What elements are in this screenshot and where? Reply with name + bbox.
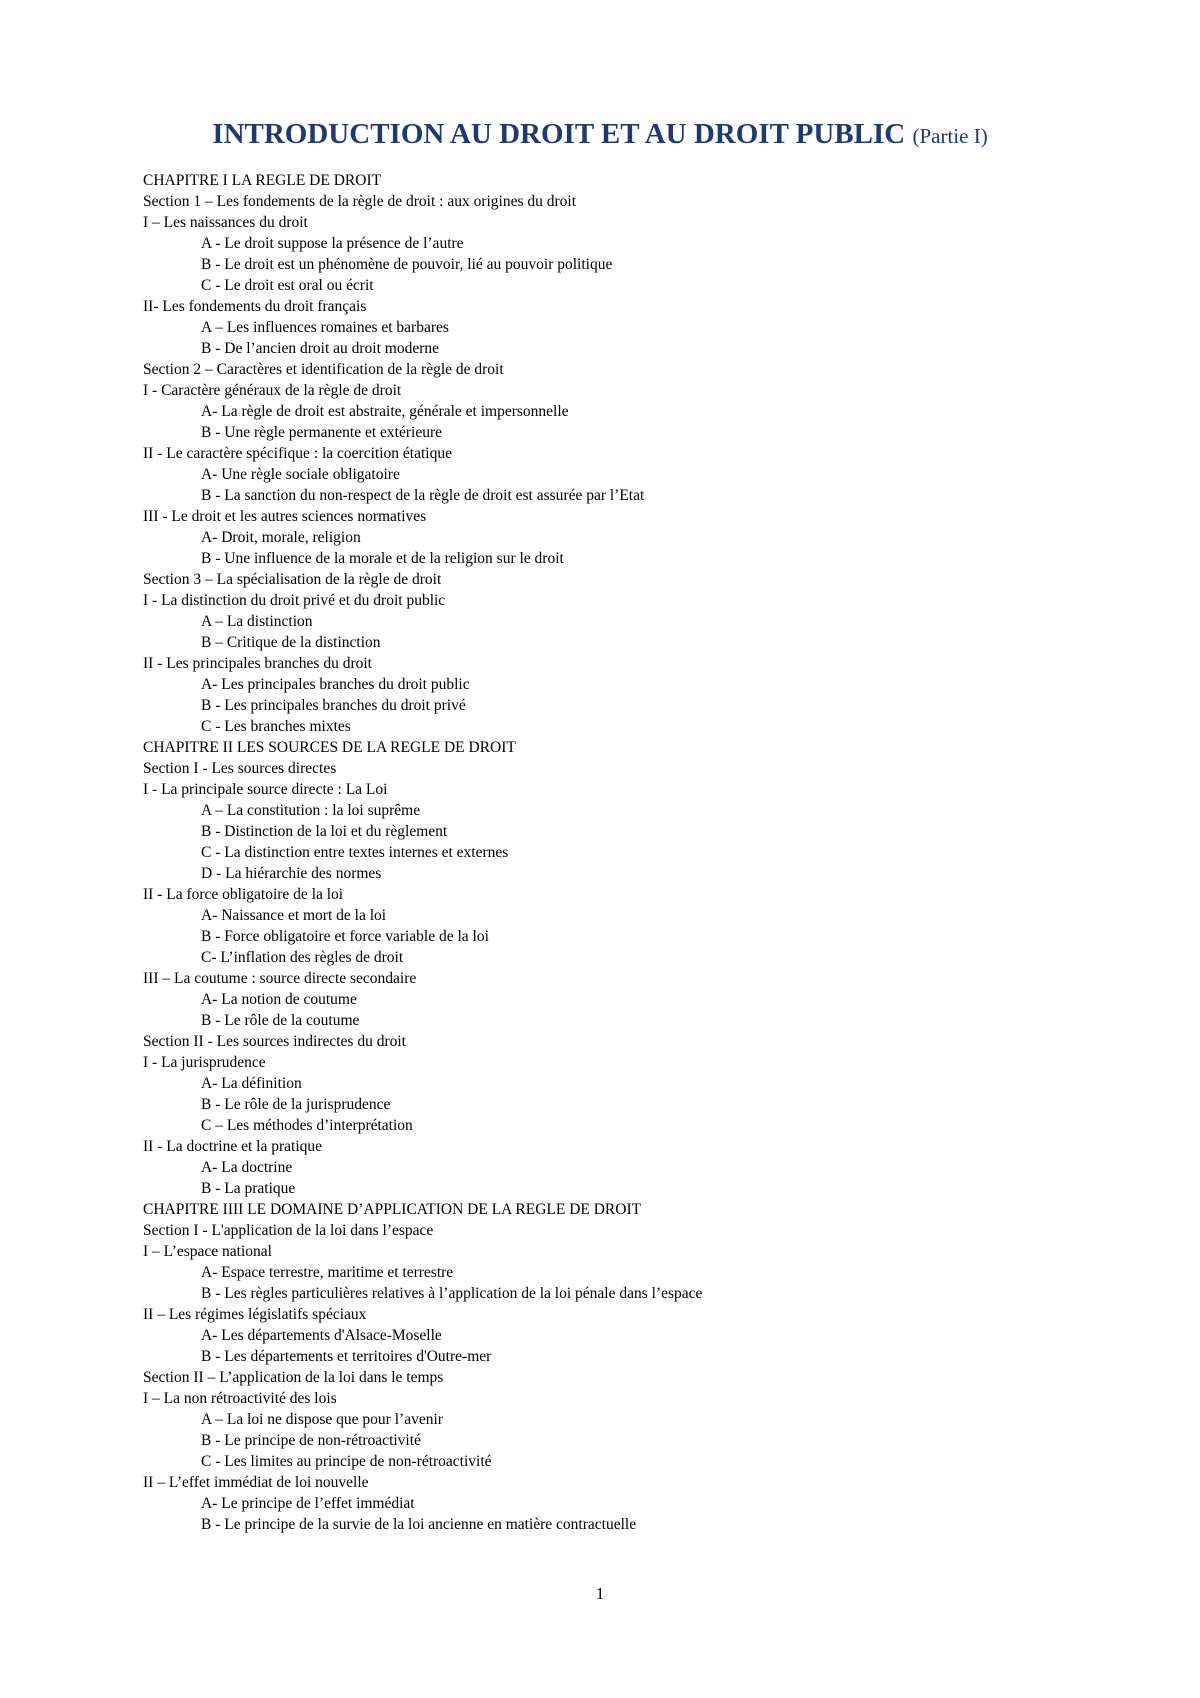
toc-heading: Section 1 – Les fondements de la règle de droit : aux origines du droit [143, 193, 577, 210]
toc-subentry: B - Le rôle de la jurisprudence [201, 1096, 391, 1113]
toc-subentry: A- Le principe de l’effet immédiat [201, 1495, 415, 1512]
toc-heading: I - La distinction du droit privé et du droit public [143, 592, 446, 609]
toc-heading: II – L’effet immédiat de loi nouvelle [143, 1474, 369, 1491]
toc-subentry: B - Le rôle de la coutume [201, 1012, 360, 1029]
toc-heading: II- Les fondements du droit français [143, 298, 367, 315]
toc-subentry: A – La constitution : la loi suprême [201, 802, 421, 819]
document-title [0, 116, 1200, 154]
toc-subentry: A- Une règle sociale obligatoire [201, 466, 400, 483]
toc-heading: III – La coutume : source directe secondaire [143, 970, 417, 987]
toc-subentry: B - Le droit est un phénomène de pouvoir, lié au pouvoir politique [201, 256, 613, 273]
toc-subentry: B - Les règles particulières relatives à l’application de la loi pénale dans l’espace [201, 1285, 703, 1302]
toc-heading: I – L’espace national [143, 1243, 272, 1260]
toc-subentry: C - Le droit est oral ou écrit [201, 277, 374, 294]
toc-subentry: C - Les limites au principe de non-rétroactivité [201, 1453, 492, 1470]
toc-subentry: B - Les départements et territoires d'Outre-mer [201, 1348, 492, 1365]
toc-subentry: C - La distinction entre textes internes et externes [201, 844, 509, 861]
title-main: INTRODUCTION AU DROIT ET AU DROIT PUBLIC [212, 118, 906, 150]
toc-subentry: A- Les principales branches du droit public [201, 676, 470, 693]
toc-heading: Section I - L'application de la loi dans l’espace [143, 1222, 434, 1239]
toc-subentry: A - Le droit suppose la présence de l’autre [201, 235, 464, 252]
toc-subentry: B - Le principe de non-rétroactivité [201, 1432, 421, 1449]
toc-heading: I – Les naissances du droit [143, 214, 308, 231]
toc-subentry: B - Le principe de la survie de la loi ancienne en matière contractuelle [201, 1516, 637, 1533]
toc-subentry: A- La règle de droit est abstraite, générale et impersonnelle [201, 403, 569, 420]
toc-heading: I – La non rétroactivité des lois [143, 1390, 337, 1407]
table-of-contents [143, 170, 1143, 1535]
toc-subentry: B - Force obligatoire et force variable de la loi [201, 928, 489, 945]
toc-heading: II - Les principales branches du droit [143, 655, 372, 672]
toc-subentry: A- La notion de coutume [201, 991, 357, 1008]
toc-subentry: A – Les influences romaines et barbares [201, 319, 449, 336]
toc-heading: Section I - Les sources directes [143, 760, 337, 777]
toc-subentry: A- Droit, morale, religion [201, 529, 361, 546]
toc-heading: I - La principale source directe : La Loi [143, 781, 388, 798]
toc-subentry: C - Les branches mixtes [201, 718, 351, 735]
toc-heading: II - La force obligatoire de la loi [143, 886, 344, 903]
toc-subentry: D - La hiérarchie des normes [201, 865, 382, 882]
toc-subentry: A- La définition [201, 1075, 302, 1092]
toc-subentry: C – Les méthodes d’interprétation [201, 1117, 413, 1134]
toc-subentry: A- Les départements d'Alsace-Moselle [201, 1327, 442, 1344]
page-number: 1 [595, 1584, 605, 1603]
toc-subentry: B - La sanction du non-respect de la règle de droit est assurée par l’Etat [201, 487, 645, 504]
toc-heading: CHAPITRE II LES SOURCES DE LA REGLE DE DROIT [143, 739, 516, 756]
toc-subentry: B - Les principales branches du droit privé [201, 697, 466, 714]
toc-heading: Section II - Les sources indirectes du droit [143, 1033, 406, 1050]
toc-subentry: B - Une règle permanente et extérieure [201, 424, 442, 441]
title-suffix: (Partie I) [912, 124, 988, 148]
toc-subentry: C- L’inflation des règles de droit [201, 949, 404, 966]
toc-heading: CHAPITRE IIII LE DOMAINE D’APPLICATION DE LA REGLE DE DROIT [143, 1201, 642, 1218]
toc-heading: III - Le droit et les autres sciences normatives [143, 508, 427, 525]
toc-heading: I - La jurisprudence [143, 1054, 266, 1071]
toc-heading: Section 2 – Caractères et identification de la règle de droit [143, 361, 504, 378]
toc-subentry: A – La loi ne dispose que pour l’avenir [201, 1411, 443, 1428]
toc-heading: Section II – L’application de la loi dans le temps [143, 1369, 444, 1386]
toc-subentry: B - Distinction de la loi et du règlement [201, 823, 448, 840]
toc-subentry: A- Espace terrestre, maritime et terrestre [201, 1264, 454, 1281]
toc-subentry: A- La doctrine [201, 1159, 293, 1176]
toc-subentry: B – Critique de la distinction [201, 634, 381, 651]
toc-subentry: A – La distinction [201, 613, 313, 630]
toc-subentry: A- Naissance et mort de la loi [201, 907, 387, 924]
toc-subentry: B - Une influence de la morale et de la religion sur le droit [201, 550, 564, 567]
toc-subentry: B - La pratique [201, 1180, 296, 1197]
toc-heading: I - Caractère généraux de la règle de droit [143, 382, 402, 399]
toc-subentry: B - De l’ancien droit au droit moderne [201, 340, 440, 357]
toc-heading: II - Le caractère spécifique : la coercition étatique [143, 445, 452, 462]
toc-heading: CHAPITRE I LA REGLE DE DROIT [143, 172, 382, 189]
toc-heading: II - La doctrine et la pratique [143, 1138, 323, 1155]
toc-heading: II – Les régimes législatifs spéciaux [143, 1306, 367, 1323]
toc-heading: Section 3 – La spécialisation de la règle de droit [143, 571, 442, 588]
